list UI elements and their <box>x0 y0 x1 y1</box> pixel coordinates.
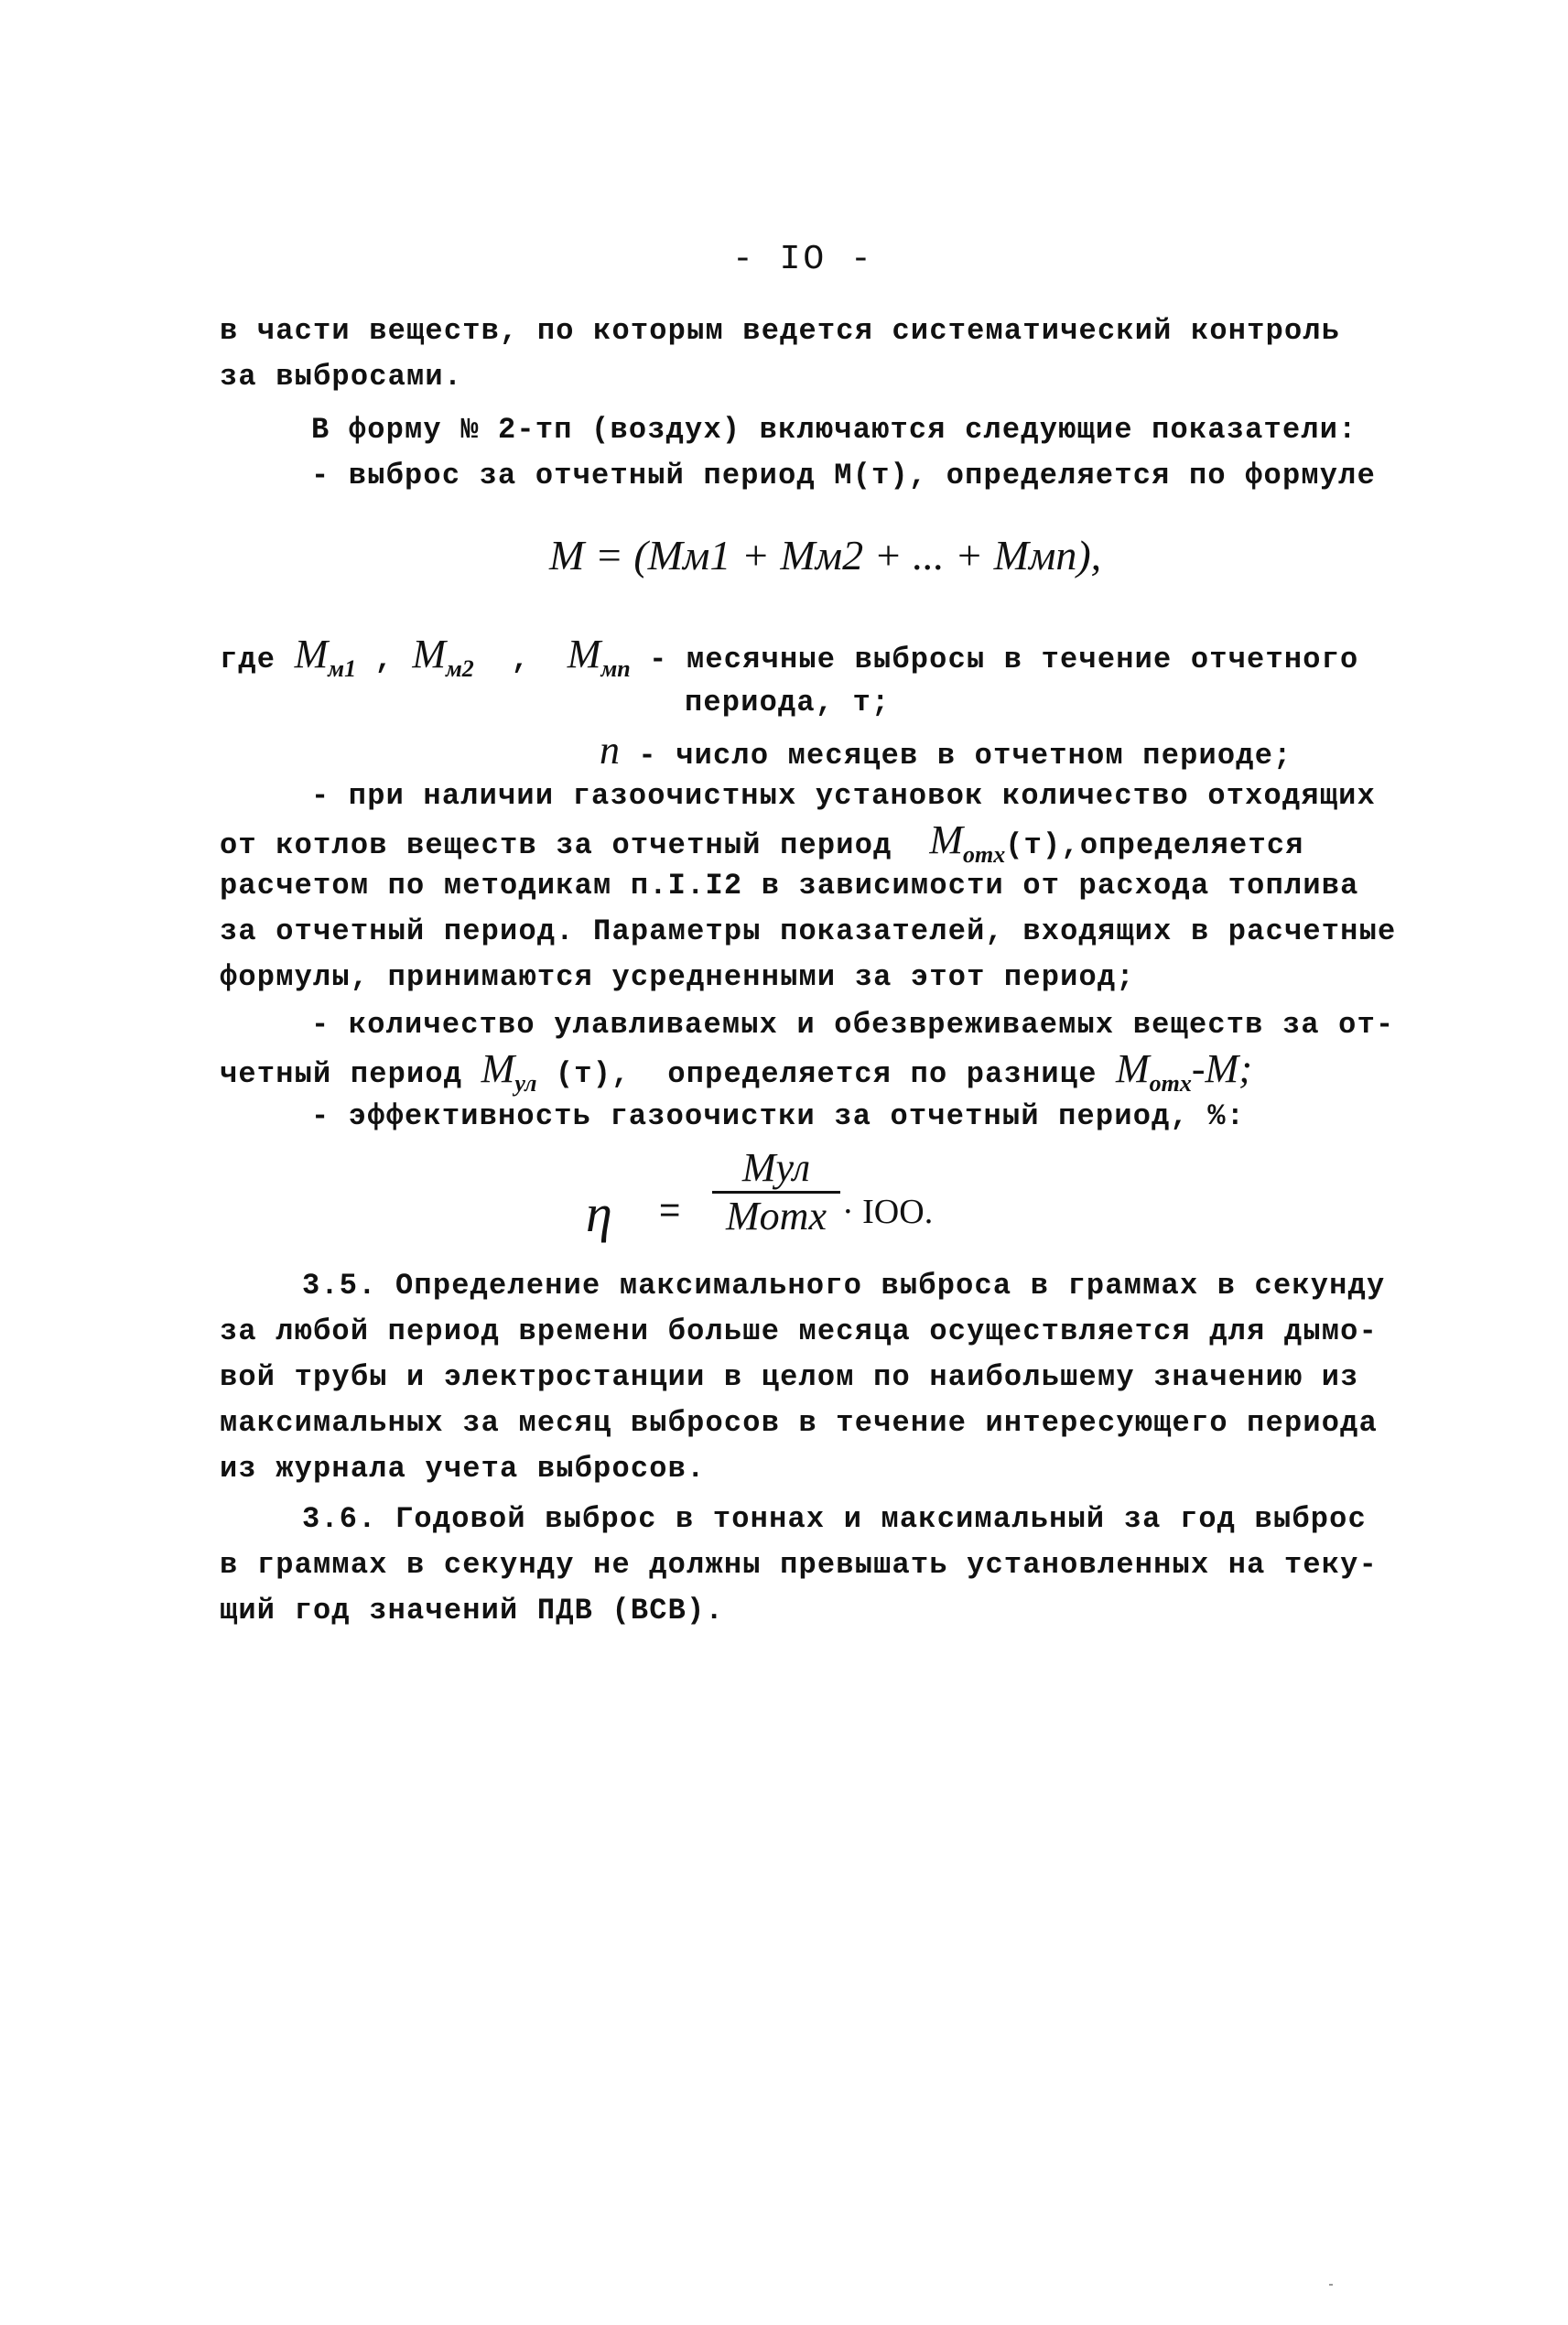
efficiency-symbol: η <box>586 1184 612 1243</box>
text-line: за выбросами. <box>220 360 463 394</box>
fraction-numerator: Mул <box>741 1145 811 1190</box>
scan-speck <box>1329 2284 1333 2286</box>
text-line: расчетом по методикам п.I.I2 в зависимости от расхода топлива <box>220 869 1359 903</box>
paragraph-3-5-line: из журнала учета выбросов. <box>220 1452 706 1486</box>
equals-sign: = <box>659 1190 681 1230</box>
text-line: - эффективность газоочистки за отчетный период, %: <box>311 1099 1246 1133</box>
text-line: формулы, принимаются усредненными за этот период; <box>220 960 1135 994</box>
text-line: - количество улавливаемых и обезвреживаемых веществ за от- <box>311 1008 1395 1042</box>
paragraph-3-6-line: в граммах в секунду не должны превышать установленных на теку- <box>220 1548 1378 1582</box>
text-line: от котлов веществ за отчетный период $M_{отх}(т),определяется$ <box>220 817 1304 868</box>
paragraph-3-5-line: вой трубы и электростанции в целом по наибольшему значению из <box>220 1360 1359 1394</box>
paragraph-3-5-line: за любой период времени больше месяца осуществляется для дымо- <box>220 1314 1378 1348</box>
text-line: в части веществ, по которым ведется систематический контроль <box>220 314 1341 348</box>
paragraph-3-5-line: 3.5. Определение максимального выброса в граммах в секунду <box>302 1269 1386 1303</box>
fraction-denominator: Mотх <box>726 1194 827 1238</box>
text-line: где $M_{м1}$ , $M_{м2}$ , $M_{мn}$ - месячные выбросы в течение отчетного <box>220 632 1359 682</box>
efficiency-fraction <box>712 1147 840 1238</box>
text-line: n - число месяцев в отчетном периоде; <box>600 728 1292 773</box>
text-line: четный период $M_{ул}$ (т), определяется по разнице $M_{отх}-M$; <box>220 1046 1252 1097</box>
page-number: - IO - <box>732 240 874 279</box>
multiplier: · IOO. <box>842 1193 934 1231</box>
total-emission-formula: M = (Mм1 + Mм2 + ... + Mмn), <box>549 532 1102 579</box>
text-line: за отчетный период. Параметры показателей, входящих в расчетные <box>220 914 1397 948</box>
text-line: В форму № 2-тп (воздух) включаются следующие показатели: <box>311 413 1357 447</box>
paragraph-3-6-line: щий год значений ПДВ (ВСВ). <box>220 1594 724 1628</box>
paragraph-3-6-line: 3.6. Годовой выброс в тоннах и максимальный за год выброс <box>302 1502 1367 1536</box>
paragraph-3-5-line: максимальных за месяц выбросов в течение интересующего периода <box>220 1406 1378 1440</box>
text-line: периода, т; <box>685 686 891 719</box>
text-line: - при наличии газоочистных установок количество отходящих <box>311 779 1376 813</box>
text-line: - выброс за отчетный период М(т), определяется по формуле <box>311 459 1376 492</box>
